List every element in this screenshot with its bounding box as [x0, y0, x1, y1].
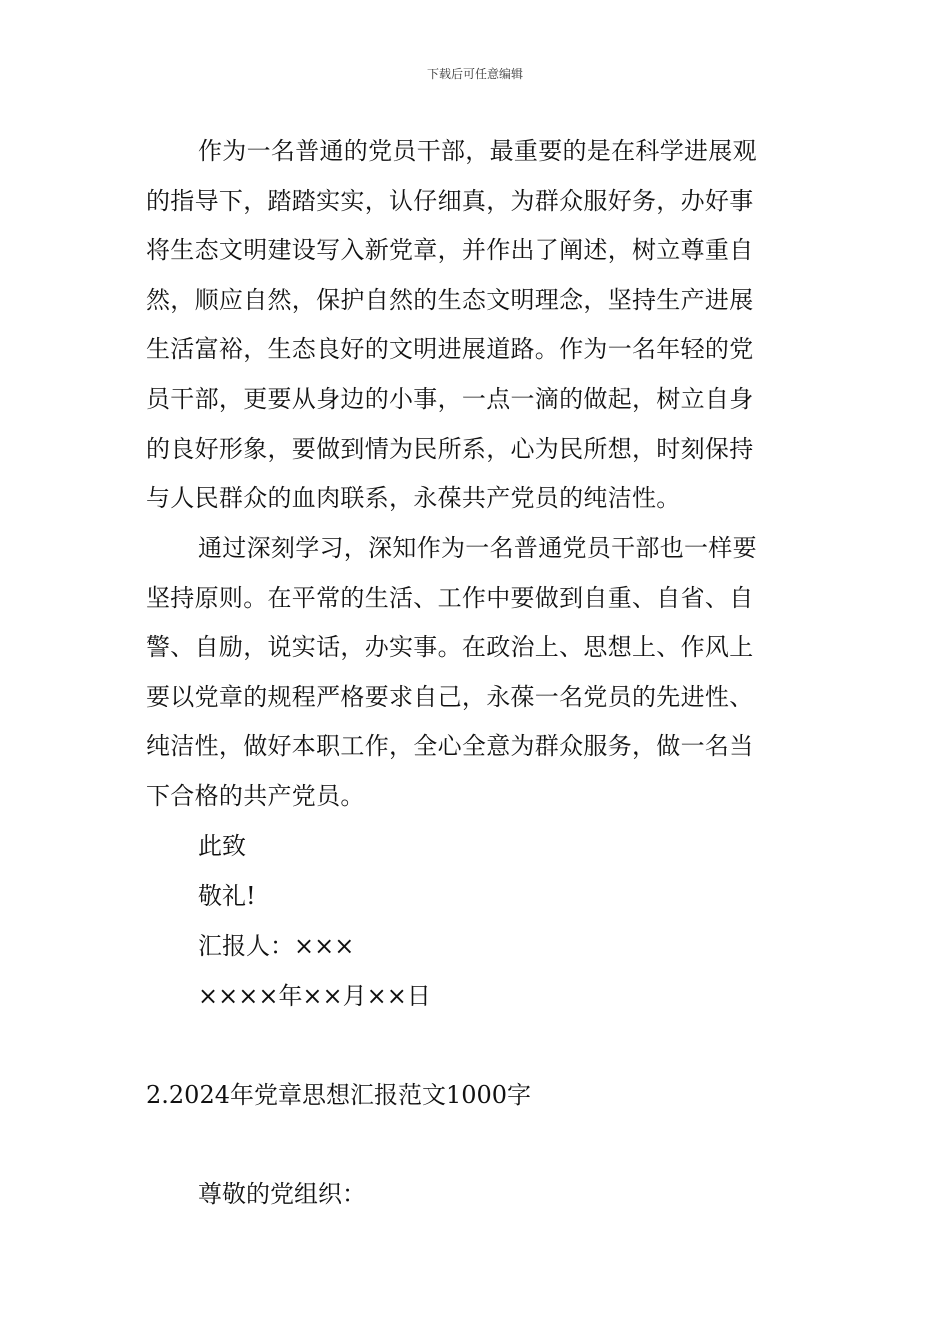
paragraph-line: 警、自励，说实话，办实事。在政治上、思想上、作风上: [146, 633, 754, 662]
paragraph-1: [146, 127, 808, 524]
paragraph-line: 然，顺应自然，保护自然的生态文明理念，坚持生产进展: [146, 285, 754, 314]
reporter-signature: 汇报人：×××: [198, 932, 355, 960]
section-2-greeting: 尊敬的党组织：: [198, 1180, 366, 1208]
report-date: ××××年××月××日: [198, 982, 431, 1010]
paragraph-line: 坚持原则。在平常的生活、工作中要做到自重、自省、自: [146, 583, 754, 612]
paragraph-line: 的指导下，踏踏实实，认仔细真，为群众服好务，办好事: [146, 186, 754, 215]
closing-salutation: 此致: [198, 832, 246, 860]
page-header-note: 下载后可任意编辑: [426, 67, 523, 81]
paragraph-line: 与人民群众的血肉联系，永葆共产党员的纯洁性。: [146, 484, 681, 513]
paragraph-line: 下合格的共产党员。: [146, 781, 365, 810]
section-2-title: 2.2024年党章思想汇报范文1000字: [146, 1081, 532, 1109]
paragraph-line: 纯洁性，做好本职工作，全心全意为群众服务，做一名当: [146, 732, 754, 761]
paragraph-line: 的良好形象，要做到情为民所系，心为民所想，时刻保持: [146, 434, 754, 463]
paragraph-line: 员干部，更要从身边的小事，一点一滴的做起，树立自身: [146, 384, 754, 413]
paragraph-2: [146, 524, 808, 822]
closing-respect: 敬礼!: [198, 882, 256, 910]
paragraph-line: 作为一名普通的党员干部，最重要的是在科学进展观: [198, 137, 757, 165]
paragraph-line: 要以党章的规程严格要求自己，永葆一名党员的先进性、: [146, 682, 754, 711]
paragraph-line: 生活富裕，生态良好的文明进展道路。作为一名年轻的党: [146, 335, 754, 364]
paragraph-line: 通过深刻学习，深知作为一名普通党员干部也一样要: [198, 534, 757, 562]
paragraph-line: 将生态文明建设写入新党章，并作出了阐述，树立尊重自: [146, 236, 754, 265]
